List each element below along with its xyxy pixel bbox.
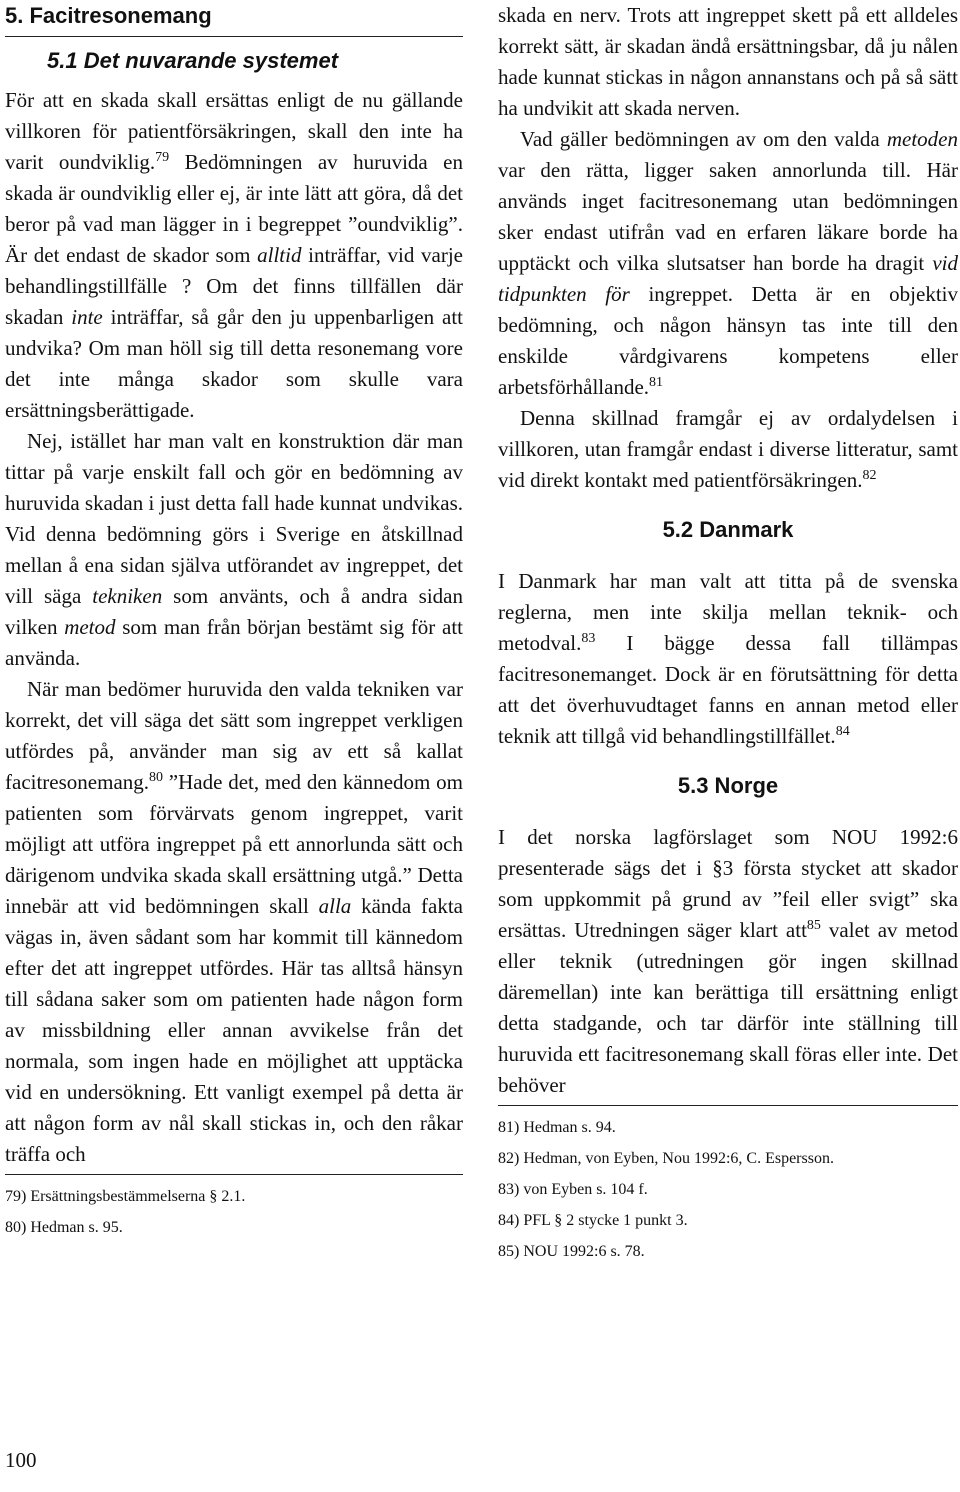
footnote-ref: 82 (862, 468, 877, 483)
footnote-rule (5, 1174, 463, 1175)
paragraph: I Danmark har man valt att titta på de svenska reglerna, men inte skilja mellan teknik- och metodval.$^{83}$ I bägge dessa fall tillämpas facitresonemanget. Dock är en förutsättning för detta att det överhuvudtaget fanns en annan metod eller teknik att tillgå vid behandlingstillfället.$^{84}$ (498, 569, 958, 748)
footnote: 82) Hedman, von Eyben, Nou 1992:6, C. Espersson. (498, 1150, 834, 1167)
section-title-5-3: 5.3 Norge (677, 773, 779, 798)
footnote: 79) Ersättningsbestämmelserna § 2.1. (5, 1188, 246, 1205)
chapter-title: 5. Facitresonemang (5, 3, 212, 28)
paragraph: skada en nerv. Trots att ingreppet skett på ett alldeles korrekt sätt, är skadan ändå ersättningsbar, då ju nålen hade kunnat stickas in någon annanstans och på så sätt ha undvikit att skada nerven. (498, 3, 958, 120)
footnote: 83) von Eyben s. 104 f. (498, 1181, 648, 1198)
footnote-rule (498, 1105, 958, 1106)
footnote: 81) Hedman s. 94. (498, 1119, 616, 1136)
footnote-ref: 80 (149, 770, 164, 785)
paragraph: När man bedömer huruvida den valda tekniken var korrekt, det vill säga det sätt som ingreppet verkligen utfördes på, använder man sig av ett så kallat facitresonemang.$^{80}$ ”Hade det, med den kännedom om patienten som förvärvats genom ingreppet, varit möjligt att utföra ingreppet på ett annorlunda sätt och därigenom undvika skada skall ersättning utgå.” Detta innebär att vid bedömningen skall alla kända fakta vägas in, även sådant som har kommit till kännedom efter det att ingreppet utfördes. Här tas alltså hänsyn till sådana saker som om patienten hade någon form av missbildning eller annan avvikelse från det normala, som ingen hade en möjlighet att upptäcka vid en undersökning. Ett vanligt exempel på detta är att någon form av nål skall stickas in, och den råkar träffa och (5, 677, 463, 1166)
section-title-5-1: 5.1 Det nuvarande systemet (47, 48, 339, 73)
footnote-ref: 84 (835, 724, 850, 739)
paragraph: I det norska lagförslaget som NOU 1992:6 presenterade sägs det i §3 första stycket att skador som uppkommit på grund av ”feil eller svigt” ska ersättas. Utredningen säger klart att$^{85}$ valet av metod eller teknik (utredningen gör ingen skillnad däremellan) inte kan berättiga till ersättning enligt detta stadgande, och tar därför inte ställning till huruvida ett facitresonemang skall föras eller inte. Det behöver (498, 825, 959, 1097)
footnote: 80) Hedman s. 95. (5, 1219, 123, 1236)
footnote-ref: 79 (155, 150, 170, 165)
paragraph: För att en skada skall ersättas enligt de nu gällande villkoren för patientförsäkringen, skall den inte ha varit oundviklig.$^{79}$ Bedömningen av huruvida en skada är oundviklig eller ej, är inte lätt att göra, då det beror på vad man lägger in i begreppet ”oundviklig”. Är det endast de skador som alltid inträffar, vid varje behandlingstillfälle ? Om det finns tillfällen där skadan inte inträffar, så går den ju uppenbarligen att undvika? Om man höll sig till detta resonemang vore det inte många skador som skulle vara ersättningsberättigade. (5, 88, 464, 422)
footnote: 84) PFL § 2 stycke 1 punkt 3. (498, 1212, 688, 1229)
right-column (498, 0, 958, 1267)
chapter-rule (5, 36, 463, 37)
paragraph: Vad gäller bedömningen av om den valda metoden var den rätta, ligger saken annorlunda till. Här används inget facitresonemang utan bedömningen sker endast utifrån vad en erfaren läkare borde ha upptäckt och vilka slutsatser han borde ha dragit vid tidpunkten för ingreppet. Detta är en objektiv bedömning, och någon hänsyn tas inte till den enskilde vårdgivarens kompetens eller arbetsförhållande.$^{81}$ (498, 127, 958, 399)
paragraph: Denna skillnad framgår ej av ordalydelsen i villkoren, utan framgår endast i diverse litteratur, samt vid direkt kontakt med patientförsäkringen.$^{82}$ (498, 406, 958, 492)
section-title-5-2: 5.2 Danmark (662, 517, 794, 542)
left-column (5, 0, 463, 1243)
footnote-ref: 83 (581, 631, 596, 646)
page-number: 100 (5, 1448, 37, 1472)
paragraph: Nej, istället har man valt en konstruktion där man tittar på varje enskilt fall och gör en bedömning av huruvida skadan i just detta fall hade kunnat undvikas. Vid denna bedömning görs i Sverige en åtskillnad mellan å ena sidan själva utförandet av ingreppet, det vill säga tekniken som använts, och å andra sidan vilken metod som man från början bestämt sig för att använda. (5, 429, 463, 670)
footnote-ref: 85 (806, 918, 821, 933)
footnote: 85) NOU 1992:6 s. 78. (498, 1243, 645, 1260)
footnote-ref: 81 (649, 375, 664, 390)
